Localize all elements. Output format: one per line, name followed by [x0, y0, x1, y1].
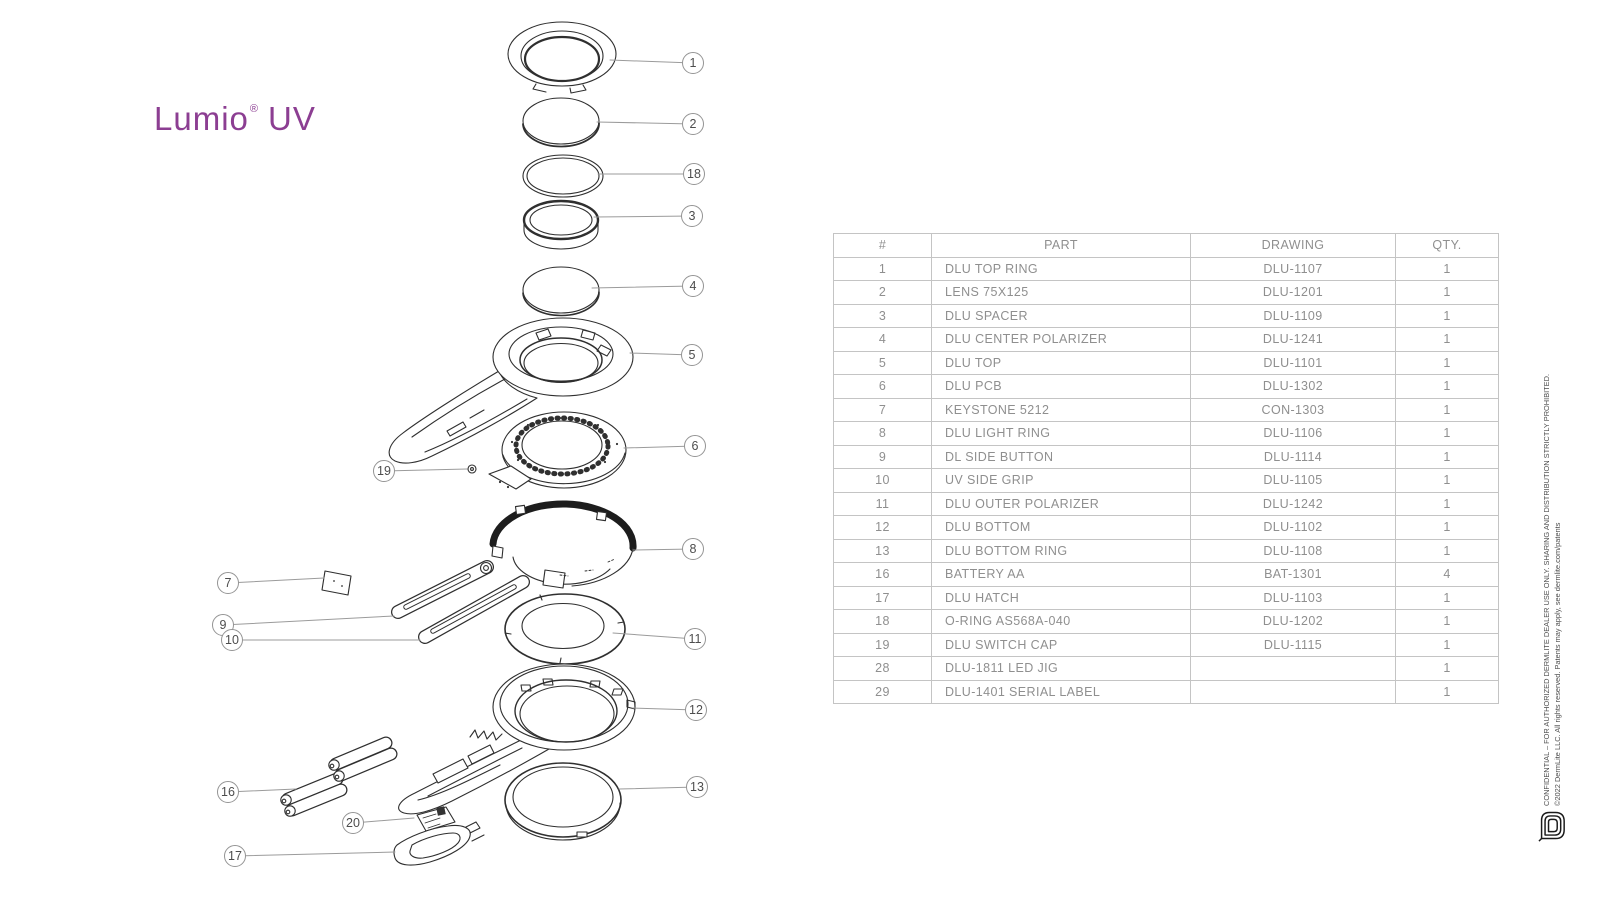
callout-3: 3 [681, 205, 703, 227]
table-cell: DLU BOTTOM RING [932, 539, 1191, 563]
table-cell: 12 [834, 516, 932, 540]
table-cell: 1 [1396, 281, 1499, 305]
table-cell: DLU-1114 [1191, 445, 1396, 469]
table-cell: DLU CENTER POLARIZER [932, 328, 1191, 352]
table-header-cell: QTY. [1396, 234, 1499, 258]
callout-17: 17 [224, 845, 246, 867]
dermlite-logo-icon [1537, 809, 1567, 842]
table-cell: 7 [834, 398, 932, 422]
table-cell: DLU BOTTOM [932, 516, 1191, 540]
part-bottom-housing [399, 664, 635, 814]
table-cell: BATTERY AA [932, 563, 1191, 587]
table-cell: 2 [834, 281, 932, 305]
table-cell: 10 [834, 469, 932, 493]
table-cell: DLU-1201 [1191, 281, 1396, 305]
table-header-cell: DRAWING [1191, 234, 1396, 258]
table-cell: DLU-1202 [1191, 610, 1396, 634]
part-pcb [489, 412, 626, 489]
callout-4: 4 [682, 275, 704, 297]
callout-2: 2 [682, 113, 704, 135]
registered-mark-icon: ® [249, 103, 259, 115]
table-row [834, 586, 1499, 610]
table-row [834, 516, 1499, 540]
table-row [834, 539, 1499, 563]
table-cell: 1 [1396, 492, 1499, 516]
table-cell: 11 [834, 492, 932, 516]
table-cell: DLU-1242 [1191, 492, 1396, 516]
callout-20: 20 [342, 812, 364, 834]
part-spacer [524, 201, 598, 249]
table-cell: DLU-1115 [1191, 633, 1396, 657]
table-cell: 1 [1396, 328, 1499, 352]
table-cell: 16 [834, 563, 932, 587]
table-header-cell: PART [932, 234, 1191, 258]
table-row [834, 375, 1499, 399]
table-cell: 1 [1396, 657, 1499, 681]
table-cell: DLU-1103 [1191, 586, 1396, 610]
table-cell: 1 [1396, 304, 1499, 328]
table-cell: 4 [1396, 563, 1499, 587]
table-cell: CON-1303 [1191, 398, 1396, 422]
table-cell: DLU-1401 SERIAL LABEL [932, 680, 1191, 704]
product-variant: UV [268, 100, 316, 137]
table-cell: 4 [834, 328, 932, 352]
copyright-note: ©2022 DermLite LLC. All rights reserved. Patents may apply, see dermlite.com/patents [1553, 522, 1562, 806]
table-cell: UV SIDE GRIP [932, 469, 1191, 493]
table-cell: DLU-1108 [1191, 539, 1396, 563]
table-cell: 6 [834, 375, 932, 399]
callout-9: 9 [212, 614, 234, 636]
table-cell: DL SIDE BUTTON [932, 445, 1191, 469]
callout-1: 1 [682, 52, 704, 74]
table-cell: 1 [1396, 469, 1499, 493]
table-cell: 18 [834, 610, 932, 634]
table-row [834, 563, 1499, 587]
table-cell: 1 [1396, 257, 1499, 281]
table-cell: DLU TOP RING [932, 257, 1191, 281]
table-row [834, 633, 1499, 657]
confidential-note: CONFIDENTIAL – FOR AUTHORIZED DERMLITE DEALER USE ONLY. SHARING AND DISTRIBUTION STRICTLY PROHIBITED. [1542, 373, 1551, 806]
table-cell: 1 [1396, 516, 1499, 540]
table-cell: DLU SPACER [932, 304, 1191, 328]
table-cell: DLU-1241 [1191, 328, 1396, 352]
table-cell: DLU SWITCH CAP [932, 633, 1191, 657]
callout-10: 10 [221, 629, 243, 651]
table-cell: DLU-1302 [1191, 375, 1396, 399]
table-cell: 9 [834, 445, 932, 469]
table-cell: 1 [1396, 586, 1499, 610]
table-cell: 1 [1396, 375, 1499, 399]
callout-16: 16 [217, 781, 239, 803]
table-cell [1191, 680, 1396, 704]
part-center-polarizer [523, 267, 599, 316]
table-row [834, 304, 1499, 328]
table-cell: DLU PCB [932, 375, 1191, 399]
part-hatch [394, 822, 484, 865]
table-cell: DLU-1106 [1191, 422, 1396, 446]
table-cell: 1 [1396, 680, 1499, 704]
table-cell: 19 [834, 633, 932, 657]
table-row [834, 281, 1499, 305]
callout-13: 13 [686, 776, 708, 798]
table-cell: 1 [1396, 445, 1499, 469]
table-row [834, 351, 1499, 375]
part-keystone-connector [322, 571, 351, 595]
table-cell: 3 [834, 304, 932, 328]
callout-5: 5 [681, 344, 703, 366]
part-light-ring [492, 504, 633, 588]
part-bottom-ring [505, 763, 621, 840]
table-row [834, 469, 1499, 493]
table-cell: DLU-1107 [1191, 257, 1396, 281]
part-lens [523, 98, 599, 147]
table-cell: DLU OUTER POLARIZER [932, 492, 1191, 516]
table-row [834, 492, 1499, 516]
table-cell: O-RING AS568A-040 [932, 610, 1191, 634]
table-cell: 29 [834, 680, 932, 704]
table-row [834, 422, 1499, 446]
table-cell: 1 [834, 257, 932, 281]
parts-table [833, 233, 1499, 704]
parts-table-body [834, 257, 1499, 704]
leader-lines [223, 60, 697, 856]
table-row [834, 680, 1499, 704]
table-cell: 1 [1396, 398, 1499, 422]
callout-8: 8 [682, 538, 704, 560]
table-cell: DLU-1109 [1191, 304, 1396, 328]
table-cell: DLU-1811 LED JIG [932, 657, 1191, 681]
table-cell: 1 [1396, 539, 1499, 563]
table-cell: DLU LIGHT RING [932, 422, 1191, 446]
table-cell: 17 [834, 586, 932, 610]
table-cell: DLU TOP [932, 351, 1191, 375]
table-row [834, 445, 1499, 469]
part-top-ring [508, 22, 616, 93]
callout-11: 11 [684, 628, 706, 650]
table-cell: 1 [1396, 422, 1499, 446]
part-o-ring [523, 155, 603, 197]
callout-12: 12 [685, 699, 707, 721]
table-row [834, 657, 1499, 681]
table-cell [1191, 657, 1396, 681]
table-row [834, 328, 1499, 352]
table-row [834, 610, 1499, 634]
table-header-cell: # [834, 234, 932, 258]
table-row [834, 257, 1499, 281]
table-cell: 8 [834, 422, 932, 446]
table-cell: BAT-1301 [1191, 563, 1396, 587]
callout-19: 19 [373, 460, 395, 482]
table-cell: KEYSTONE 5212 [932, 398, 1191, 422]
callout-18: 18 [683, 163, 705, 185]
table-cell: LENS 75X125 [932, 281, 1191, 305]
table-cell: 1 [1396, 610, 1499, 634]
part-switch-cap [468, 465, 476, 473]
table-cell: 1 [1396, 633, 1499, 657]
table-cell: 1 [1396, 351, 1499, 375]
part-batteries [281, 743, 391, 816]
table-cell: 28 [834, 657, 932, 681]
brand-name: Lumio [154, 100, 249, 137]
part-outer-polarizer [505, 594, 625, 664]
table-cell: DLU-1105 [1191, 469, 1396, 493]
callout-6: 6 [684, 435, 706, 457]
table-cell: DLU HATCH [932, 586, 1191, 610]
table-cell: 5 [834, 351, 932, 375]
callout-7: 7 [217, 572, 239, 594]
table-cell: DLU-1102 [1191, 516, 1396, 540]
table-header-row [834, 234, 1499, 258]
table-row [834, 398, 1499, 422]
table-cell: DLU-1101 [1191, 351, 1396, 375]
table-cell: 13 [834, 539, 932, 563]
